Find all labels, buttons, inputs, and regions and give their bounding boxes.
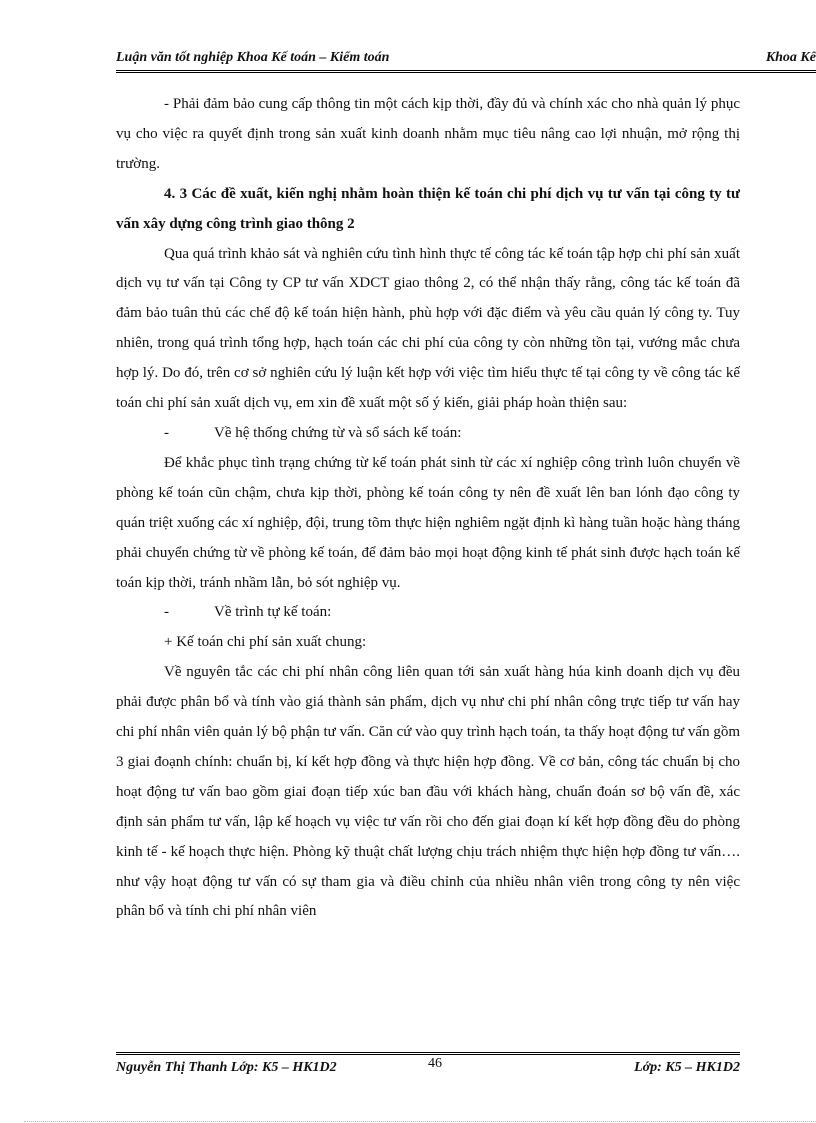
footer-author: Nguyễn Thị Thanh Lớp: K5 – HK1D2: [116, 1060, 337, 1075]
bullet-dash: -: [164, 604, 169, 621]
page-edge-divider: [24, 1121, 816, 1122]
section-heading: 4. 3 Các đề xuất, kiến nghị nhằm hoàn thiện kế toán chi phí dịch vụ tư vấn tại công ty tư vấn xây dựng công trình giao thông 2: [116, 185, 740, 232]
paragraph: Về nguyên tắc các chi phí nhân công liên quan tới sản xuất hàng húa kinh doanh dịch vụ đều phải được phân bổ và tính vào giá thành sản phẩm, dịch vụ như chi phí nhân công trực tiếp tư vấn hay chi phí nhân viên quản lý bộ phận tư vấn. Căn cứ vào quy trình hạch toán, ta thấy hoạt động tư vấn gồm 3 giai đoạnh chính: chuẩn bị, kí kết hợp đồng và thực hiện hợp đồng. Về cơ bản, công tác chuẩn bị cho hoạt động tư vấn bao gồm giai đoạn tiếp xúc ban đầu với khách hàng, chuẩn đoán sơ bộ vấn đề, xác định sản phẩm tư vấn, lập kế hoạch vụ việc tư vấn rồi cho đến giai đoạn kí kết hợp đồng đều do phòng kinh tế - kế hoạch thực hiện. Phòng kỹ thuật chất lượng chịu trách nhiệm thực hiện hợp đồng tư vấn…. như vậy hoạt động tư vấn có sự tham gia và điều chỉnh của nhiều nhân viên trong công ty nên việc phân bổ và tính chi phí nhân viên: [116, 664, 740, 920]
page-header: [116, 50, 816, 70]
page-number: 46: [428, 1056, 442, 1071]
paragraph: Qua quá trình khảo sát và nghiên cứu tình hình thực tế công tác kế toán tập hợp chi phí sản xuất dịch vụ tư vấn tại Công ty CP tư vấn XDCT giao thông 2, có thể nhận thấy rằng, công tác kế toán đã đảm bảo tuân thủ các chế độ kế toán hiện hành, phù hợp với đặc điểm và yêu cầu quản lý công ty. Tuy nhiên, trong quá trình tổng hợp, hạch toán các chi phí của công ty còn những tồn tại, vướng mắc chưa hợp lý. Do đó, trên cơ sở nghiên cứu lý luận kết hợp với việc tìm hiểu thực tế tại công ty về công tác kế toán chi phí sản xuất dịch vụ, em xin đề xuất một số ý kiến, giải pháp hoàn thiện sau:: [116, 245, 740, 412]
subheading: + Kế toán chi phí sản xuất chung:: [164, 634, 367, 651]
header-rule: [116, 70, 816, 73]
bullet-dash: -: [164, 424, 169, 441]
footer-class: Lớp: K5 – HK1D2: [634, 1060, 740, 1075]
page-footer: [116, 1056, 740, 1078]
bullet-text: Về hệ thống chứng từ và sổ sách kế toán:: [214, 424, 462, 441]
bullet-item: [116, 419, 740, 449]
paragraph: Để khắc phục tình trạng chứng từ kế toán phát sinh từ các xí nghiệp công trình luôn chuyển về phòng kế toán cũn chậm, chưa kịp thời, phòng kế toán công ty nên đề xuất lên ban lónh đạo công ty quán triệt xuống các xí nghiệp, đội, trung tõm thực hiện nghiêm ngặt định kì hàng tuần hoặc hàng tháng phải chuyển chứng từ về phòng kế toán, để đảm bảo mọi hoạt động kinh tế phát sinh được hạch toán kế toán kịp thời, tránh nhầm lẫn, bỏ sót nghiệp vụ.: [116, 454, 740, 591]
header-left-text: Luận văn tốt nghiệp Khoa Kế toán – Kiểm toán: [116, 50, 390, 65]
footer-rule: [116, 1052, 740, 1055]
document-body: [116, 90, 740, 927]
bullet-item: [116, 598, 740, 628]
header-right-text: Khoa Kế: [765, 50, 816, 65]
bullet-text: Về trình tự kế toán:: [214, 604, 332, 621]
paragraph: - Phải đảm bảo cung cấp thông tin một cách kịp thời, đầy đủ và chính xác cho nhà quản lý phục vụ cho việc ra quyết định trong sản xuất kinh doanh nhằm mục tiêu nâng cao lợi nhuận, mở rộng thị trường.: [116, 96, 740, 172]
